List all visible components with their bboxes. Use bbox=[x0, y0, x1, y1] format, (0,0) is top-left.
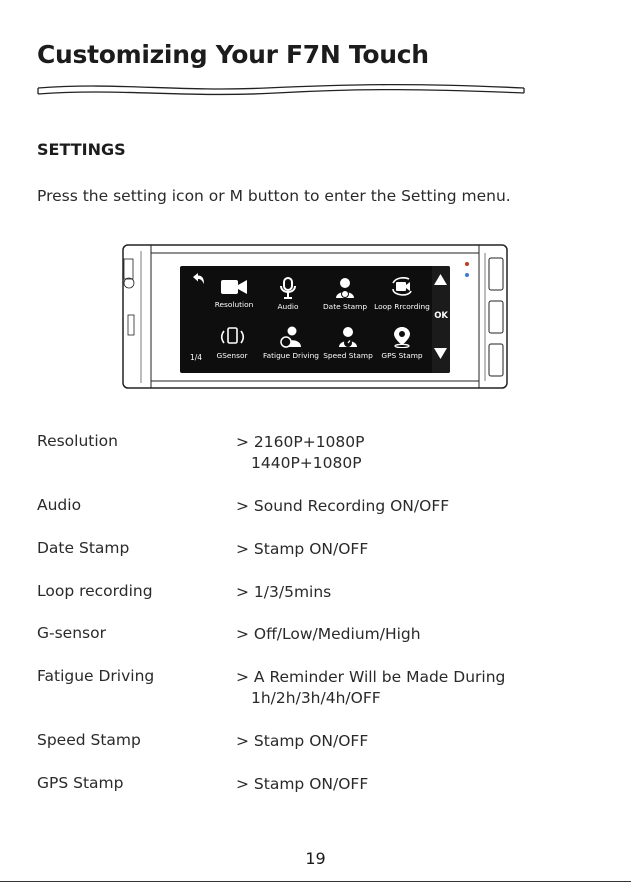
fatigue-driving-icon bbox=[279, 326, 303, 348]
setting-name: Audio bbox=[37, 496, 82, 514]
setting-name: Resolution bbox=[37, 432, 118, 450]
setting-name: GPS Stamp bbox=[37, 774, 124, 792]
device-screen bbox=[180, 266, 450, 373]
ok-button[interactable]: OK bbox=[434, 311, 448, 321]
screen-item-resolution[interactable] bbox=[214, 277, 254, 309]
screen-item-label: Loop Rrcording bbox=[374, 302, 430, 311]
page-number: 19 bbox=[305, 849, 326, 868]
up-arrow-icon[interactable] bbox=[434, 274, 447, 285]
screen-item-fatigue-driving[interactable] bbox=[262, 326, 320, 360]
title-underline-decoration bbox=[36, 80, 528, 100]
screen-item-label: Speed Stamp bbox=[323, 351, 373, 360]
bottom-rule bbox=[0, 881, 631, 882]
screen-item-loop-recording[interactable] bbox=[373, 277, 431, 311]
screen-item-label: Date Stamp bbox=[322, 302, 368, 311]
intro-text: Press the setting icon or M button to enter the Setting menu. bbox=[37, 187, 511, 205]
screen-item-label: Audio bbox=[277, 302, 299, 311]
screen-item-label: GPS Stamp bbox=[381, 351, 423, 360]
setting-value: > Stamp ON/OFF bbox=[236, 732, 369, 750]
setting-value-line: 1h/2h/3h/4h/OFF bbox=[251, 689, 381, 707]
setting-name: Loop recording bbox=[37, 582, 153, 600]
setting-name: Fatigue Driving bbox=[37, 667, 155, 685]
setting-value bbox=[236, 432, 365, 474]
speed-stamp-icon bbox=[337, 326, 359, 348]
screen-item-label: Resolution bbox=[214, 300, 254, 309]
setting-value: > Stamp ON/OFF bbox=[236, 775, 369, 793]
section-title: SETTINGS bbox=[37, 140, 126, 159]
setting-value: > Off/Low/Medium/High bbox=[236, 625, 421, 643]
setting-value-line: > 2160P+1080P bbox=[236, 433, 365, 451]
setting-value-line: 1440P+1080P bbox=[251, 454, 362, 472]
screen-item-label: Fatigue Driving bbox=[263, 351, 319, 360]
microphone-icon bbox=[278, 277, 298, 299]
gps-stamp-icon bbox=[392, 326, 412, 348]
page-indicator: 1/4 bbox=[190, 353, 203, 362]
date-stamp-icon bbox=[334, 277, 356, 299]
gsensor-icon bbox=[219, 326, 245, 348]
setting-value: > Sound Recording ON/OFF bbox=[236, 497, 450, 515]
setting-value-line: > A Reminder Will be Made During bbox=[236, 668, 506, 686]
setting-value bbox=[236, 667, 505, 709]
setting-name: Speed Stamp bbox=[37, 731, 141, 749]
screen-item-speed-stamp[interactable] bbox=[322, 326, 374, 360]
setting-name: G-sensor bbox=[37, 624, 106, 642]
video-camera-icon bbox=[220, 277, 248, 297]
loop-recording-icon bbox=[390, 277, 414, 299]
screen-item-gps-stamp[interactable] bbox=[378, 326, 426, 360]
page-title: Customizing Your F7N Touch bbox=[37, 40, 429, 69]
screen-item-gsensor[interactable] bbox=[212, 326, 252, 360]
screen-item-label: GSensor bbox=[216, 351, 248, 360]
back-arrow-icon[interactable] bbox=[191, 272, 205, 285]
setting-value: > Stamp ON/OFF bbox=[236, 540, 369, 558]
screen-item-audio[interactable] bbox=[268, 277, 308, 311]
down-arrow-icon[interactable] bbox=[434, 348, 447, 359]
setting-name: Date Stamp bbox=[37, 539, 130, 557]
setting-value: > 1/3/5mins bbox=[236, 583, 332, 601]
screen-item-date-stamp[interactable] bbox=[320, 277, 370, 311]
